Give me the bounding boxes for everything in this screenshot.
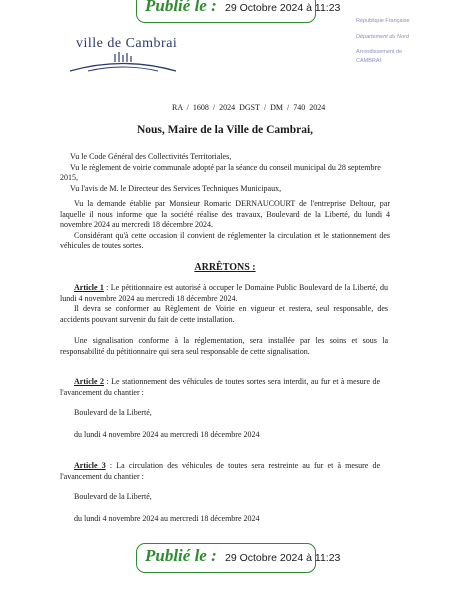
document-title: Nous, Maire de la Ville de Cambrai, <box>136 124 314 136</box>
published-date: 29 Octobre 2024 à 11:23 <box>225 2 341 14</box>
considerant-text: Considérant qu'à cette occasion il convient de réglementer la circulation et le stationnement des véhicules de toutes sortes. <box>60 230 390 251</box>
vu-block <box>60 152 388 194</box>
published-stamp-bottom <box>136 543 341 573</box>
article-1-label: Article 1 <box>74 283 104 292</box>
article-2-location: Boulevard de la Liberté, <box>74 408 152 417</box>
header-cambrai: CAMBRAI <box>356 57 382 64</box>
vu-reglement: Vu le règlement de voirie communale adopté par la séance du conseil municipal du 28 septembre 2015, <box>60 162 381 183</box>
article-3-label: Article 3 <box>74 461 106 470</box>
vu-avis: Vu l'avis de M. le Directeur des Services Techniques Municipaux, <box>70 183 282 193</box>
article-3-location: Boulevard de la Liberté, <box>74 492 152 501</box>
published-stamp-top <box>136 0 341 23</box>
reference-number: RA / 1608 / 2024 DGST / DM / 740 2024 <box>172 103 326 112</box>
logo-text: ville de Cambrai <box>76 36 178 51</box>
city-logo <box>68 36 178 76</box>
article-2-label: Article 2 <box>74 377 105 386</box>
published-date-bottom: 29 Octobre 2024 à 11:23 <box>225 552 341 564</box>
demande-text: Vu la demande établie par Monsieur Romaric DERNAUCOURT de l'entreprise Deltour, par laquelle il nous informe que la société réalise des travaux, Boulevard de la Liberté, du lundi 4 novembre 2024 au mercredi 18 décembre 2024. <box>60 199 390 230</box>
header-arrondissement: Arrondissement de <box>356 49 403 56</box>
article-1-text: : Le pétitionnaire est autorisé à occuper le Domaine Public Boulevard de la Liberté, du lundi 4 novembre 2024 au mercredi 18 décembre 2024. <box>60 283 388 303</box>
header-administrative <box>356 17 446 65</box>
article-1-para3: Une signalisation conforme à la réglementation, sera installée par les soins et sous la responsabilité du pétitionnaire qui sera seul responsable de cette signalisation. <box>60 336 388 356</box>
article-1-para2: Il devra se conformer au Règlement de Voirie en vigueur et restera, seul responsable, des accidents pouvant survenir du fait de cette installation. <box>60 304 388 324</box>
article-3 <box>60 461 380 482</box>
header-departement: Département du Nord <box>356 33 409 40</box>
published-label: Publié le : <box>145 0 217 15</box>
article-3-dates: du lundi 4 novembre 2024 au mercredi 18 décembre 2024 <box>74 514 260 523</box>
logo-towers-icon <box>68 50 178 74</box>
vu-code: Vu le Code Général des Collectivités Territoriales, <box>70 152 232 161</box>
article-3-text: : La circulation des véhicules de toutes sera restreinte au fur et à mesure de l'avancement du chantier : <box>60 461 380 481</box>
article-2-dates: du lundi 4 novembre 2024 au mercredi 18 décembre 2024 <box>74 430 260 439</box>
demande-block <box>60 199 390 252</box>
article-2 <box>60 377 380 398</box>
article-2-text: : Le stationnement des véhicules de toutes sortes sera interdit, au fur et à mesure de l'avancement du chantier : <box>60 377 381 397</box>
article-1 <box>60 283 388 358</box>
header-republique: République Française <box>356 18 410 24</box>
arretons-heading: ARRÊTONS : <box>194 262 256 273</box>
published-label-bottom: Publié le : <box>145 546 217 565</box>
